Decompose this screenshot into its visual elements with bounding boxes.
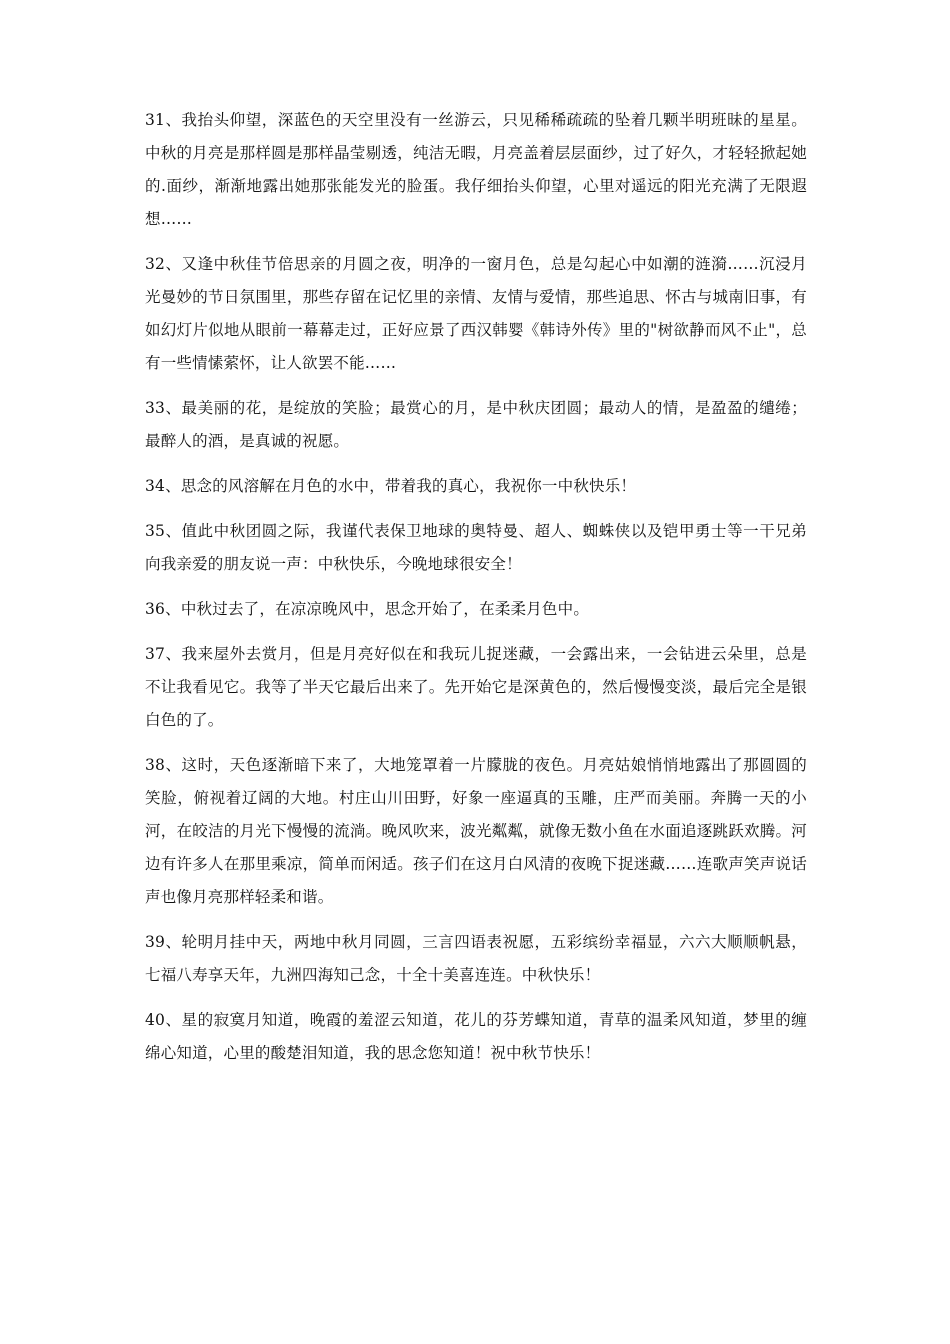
paragraph-36: 36、中秋过去了，在凉凉晚风中，思念开始了，在柔柔月色中。 [145, 600, 590, 618]
paragraph-38: 38、这时，天色逐渐暗下来了，大地笼罩着一片朦胧的夜色。月亮姑娘悄悄地露出了那圆圆的笑脸，俯视着辽阔的大地。村庄山川田野，好象一座逼真的玉雕，庄严而美丽。奔腾一天的小河，在皎洁的月光下慢慢的流淌。晚风吹来，波光粼粼，就像无数小鱼在水面追逐跳跃欢腾。河边有许多人在那里乘凉，简单而闲适。孩子们在这月白风清的夜晚下捉迷藏……连歌声笑声说话声也像月亮那样轻柔和谐。 [145, 756, 807, 906]
document-body [145, 104, 807, 1082]
paragraph-34: 34、思念的风溶解在月色的水中，带着我的真心，我祝你一中秋快乐！ [145, 477, 637, 495]
paragraph-40: 40、星的寂寞月知道，晚霞的羞涩云知道，花儿的芬芳蝶知道，青草的温柔风知道，梦里的缠绵心知道，心里的酸楚泪知道，我的思念您知道！祝中秋节快乐！ [145, 1011, 807, 1062]
paragraph-37: 37、我来屋外去赏月，但是月亮好似在和我玩儿捉迷藏，一会露出来，一会钻进云朵里，总是不让我看见它。我等了半天它最后出来了。先开始它是深黄色的，然后慢慢变淡，最后完全是银白色的了。 [145, 645, 807, 729]
paragraph-32: 32、又逢中秋佳节倍思亲的月圆之夜，明净的一窗月色，总是勾起心中如潮的涟漪……沉浸月光曼妙的节日氛围里，那些存留在记忆里的亲情、友情与爱情，那些追思、怀古与城南旧事，有如幻灯片似地从眼前一幕幕走过，正好应景了西汉韩婴《韩诗外传》里的"树欲静而风不止"，总有一些情愫萦怀，让人欲罢不能…… [145, 255, 807, 372]
paragraph-33: 33、最美丽的花，是绽放的笑脸；最赏心的月，是中秋庆团圆；最动人的情，是盈盈的缱绻；最醉人的酒，是真诚的祝愿。 [145, 399, 807, 450]
paragraph-35: 35、值此中秋团圆之际，我谨代表保卫地球的奥特曼、超人、蜘蛛侠以及铠甲勇士等一干兄弟向我亲爱的朋友说一声：中秋快乐，今晚地球很安全！ [145, 522, 807, 573]
paragraph-31: 31、我抬头仰望，深蓝色的天空里没有一丝游云，只见稀稀疏疏的坠着几颗半明班昧的星星。中秋的月亮是那样圆是那样晶莹剔透，纯洁无暇，月亮盖着层层面纱，过了好久，才轻轻掀起她的.面纱，渐渐地露出她那张能发光的脸蛋。我仔细抬头仰望，心里对遥远的阳光充满了无限遐想…… [145, 111, 807, 228]
paragraph-39: 39、轮明月挂中天，两地中秋月同圆，三言四语表祝愿，五彩缤纷幸福显，六六大顺顺帆悬，七福八寿享天年，九洲四海知己念，十全十美喜连连。中秋快乐！ [145, 933, 807, 984]
